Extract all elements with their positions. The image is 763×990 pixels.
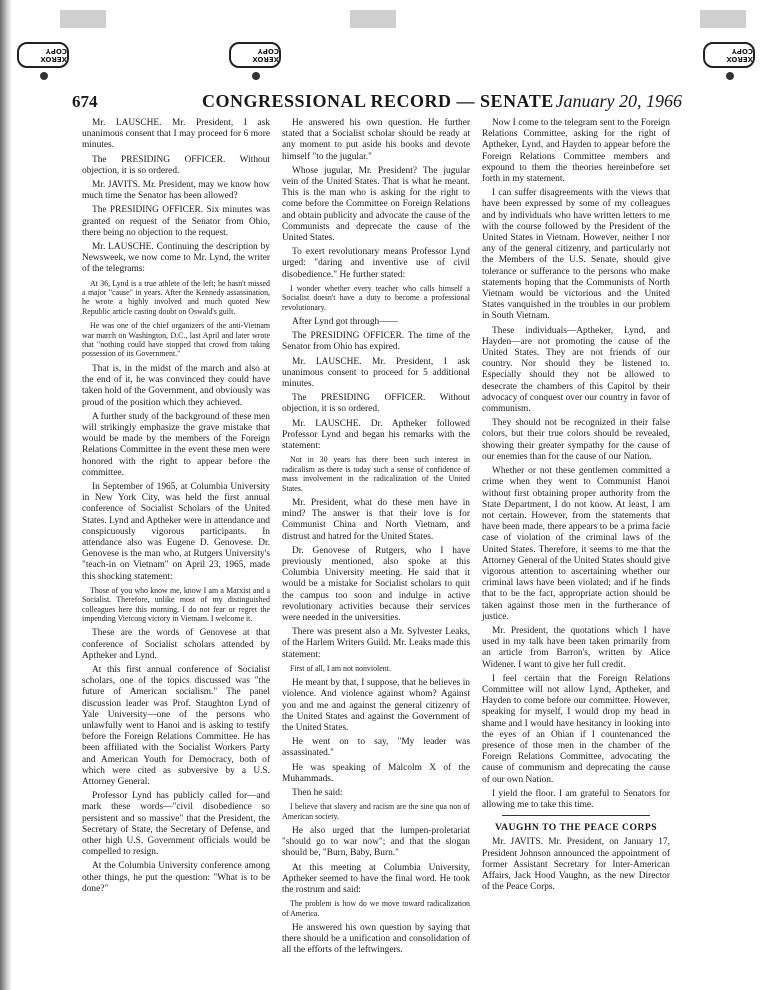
paragraph: These are the words of Genovese at that conference of Socialist scholars attended by Aptheker and Lynd. (82, 628, 270, 661)
quotation: I believe that slavery and racism are the sine qua non of American society. (282, 802, 470, 821)
paragraph: At this first annual conference of Socialist scholars, one of the topics discussed was "the future of American socialism." The panel discussion leader was Prof. Staughton Lynd of Yale University—one of the persons who unlawfully went to Hanoi and is asking to testify before the Foreign Relations Committee. He has been affiliated with the Socialist Workers Party and American Youth for Democracy, both of which were cited as subversive by a U.S. Attorney General. (82, 664, 270, 788)
paragraph: There was present also a Mr. Sylvester Leaks, of the Harlem Writers Guild. Mr. Leaks made this statement: (282, 627, 470, 660)
column-2 (282, 118, 470, 960)
paragraph: Now I come to the telegram sent to the Foreign Relations Committee, asking for the right of Aptheker, Lynd, and Hayden to appear before the Foreign Relations Committee members and expound to them the theories hereinbefore set forth in my statement. (482, 118, 670, 185)
paragraph: Mr. LAUSCHE. Dr. Aptheker followed Professor Lynd and began his remarks with the statement: (282, 418, 470, 452)
quotation: Those of you who know me, know I am a Marxist and a Socialist. Therefore, unlike most of my distinguished colleagues here this morning, I do not fear or regret the impending Vietcong victory in Vietnam. I welcome it. (82, 585, 270, 623)
section-divider (502, 815, 650, 816)
section-heading: VAUGHN TO THE PEACE CORPS (494, 822, 658, 834)
paragraph: These individuals—Aptheker, Lynd, and Hayden—are not promoting the cause of the United States. They are not friends of our country. Nor should they be listened to. Especially should they not be allowed to desecrate the chambers of this Capitol by their advocacy of conquest over our country in favor of communism. (482, 325, 670, 415)
xerox-stamp (226, 38, 284, 72)
page-date: January 20, 1966 (555, 91, 682, 111)
paragraph: He answered his own question. He further stated that a Socialist scholar should be ready at any moment to put aside his books and devote himself "to the jugular." (282, 118, 470, 162)
paragraph: Mr. LAUSCHE. Mr. President, I ask unanimous consent that I may proceed for 6 more minutes. (82, 118, 270, 151)
paragraph: The PRESIDING OFFICER. Without objection, it is so ordered. (282, 393, 470, 415)
column-3 (482, 118, 670, 896)
paragraph: Mr. JAVITS. Mr. President, on January 17, President Johnson announced the appointment of former Assistant Secretary for Inter-American Affairs, Jack Hood Vaughn, as the new Director of the Peace Corps. (482, 837, 670, 893)
paragraph: The PRESIDING OFFICER. The time of the Senator from Ohio has expired. (282, 331, 470, 353)
paragraph: Mr. JAVITS. Mr. President, may we know how much time the Senator has been allowed? (82, 180, 270, 202)
paragraph: After Lynd got through—— (292, 317, 398, 328)
paragraph: He also urged that the lumpen-proletariat "should go to war now"; and that the slogan should be, "Burn, Baby, Burn." (282, 826, 470, 859)
paragraph: I can suffer disagreements with the views that have been expressed by some of my colleagues and by individuals who have written letters to me with the course followed by the President of the United States in Vietnam. However, neither I nor any of the general citizenry, and particularly not the Members of the U.S. Senate, should give tolerance or sufferance to the persons who make statements hoping that the Communists of North Vietnam would be victorious and the United States vanquished in the troubles in our problem in South Vietnam. (482, 188, 670, 322)
paragraph: Mr. LAUSCHE. Mr. President, I ask unanimous consent to proceed for 5 additional minutes. (282, 356, 470, 390)
xerox-stamp (700, 38, 758, 72)
paragraph: A further study of the background of these men will strikingly emphasize the grave mistake that would be made by the members of the Foreign Relations Committee in the event these men were honored with the right to appear before the committee. (82, 411, 270, 478)
quotation: Not in 30 years has there been such interest in radicalism as there is today such a sense of confidence of mass involvement in the radicalization of the United States. (282, 455, 470, 493)
paragraph: Mr. LAUSCHE. Continuing the description by Newsweek, we now come to Mr. Lynd, the writer of the telegrams: (82, 242, 270, 275)
paragraph: He went on to say, "My leader was assassinated." (282, 737, 470, 759)
paragraph: Whose jugular, Mr. President? The jugular vein of the United States. That is what he meant. This is the man who is asking for the right to come before the Committee on Foreign Relations and obtain publicity and advocate the cause of the Communists and deprecate the cause of the United States. (282, 165, 470, 244)
stamp-text: XEROX COPY (252, 47, 279, 63)
paragraph: The PRESIDING OFFICER. Six minutes was granted on request of the Senator from Ohio, there being no objection to the request. (82, 205, 270, 238)
scan-mark (700, 10, 746, 28)
paragraph: That is, in the midst of the march and also at the end of it, he was convinced they could have taken hold of the Government, and obviously was proud of the position which they achieved. (82, 363, 270, 408)
paragraph: He answered his own question by saying that there should be a unification and consolidation of all the efforts of the leftwingers. (282, 923, 470, 956)
paragraph: He was speaking of Malcolm X of the Muhammads. (282, 762, 470, 784)
column-1 (82, 118, 270, 898)
paragraph: Mr. President, what do these men have in mind? The answer is that their love is for Communist China and North Vietnam, and distrust and hatred for the United States. (282, 497, 470, 542)
quotation: The problem is how do we move toward radicalization of America. (282, 899, 470, 918)
quotation: He was one of the chief organizers of the anti-Vietnam war march on Washington, D.C., last April and later wrote that "nothing could have stopped that crowd from taking possession of its Government." (82, 321, 270, 359)
xerox-stamp (14, 38, 72, 72)
paragraph: Dr. Genovese of Rutgers, who I have previously mentioned, also spoke at this Columbia University meeting. He said that it would be a mistake for Socialist scholars to quit the campus too soon and indulge in active revolutionary activities because their services were needed in the universities. (282, 545, 470, 623)
paragraph: He meant by that, I suppose, that he believes in violence. And violence against whom? Against you and me and against the general citizenry of the United States and against the Government of the United States. (282, 678, 470, 733)
stamp-text: XEROX COPY (40, 47, 67, 63)
paragraph: To exert revolutionary means Professor Lynd urged: "daring and inventive use of civil disobedience." He further stated: (282, 247, 470, 280)
paragraph: Then he said: (292, 788, 343, 798)
paragraph: Whether or not these gentlemen committed a crime when they went to Communist Hanoi without first obtaining proper authority from the State Department, I do not know. At least, I am not certain. However, from the statements that have been made, there appears to be a prima facie case of violation of the criminal laws of the United States. Therefore, it seems to me that the Attorney General of the United States should give vigorous attention to ascertaining whether our criminal laws have been violated; and if he finds that to be the fact, appropriate action should be taken against those men in the furtherance of justice. (482, 466, 670, 622)
paragraph: I yield the floor. I am grateful to Senators for allowing me to take this time. (482, 788, 670, 810)
quotation: I wonder whether every teacher who calls himself a Socialist doesn't have a duty to become a professional revolutionary. (282, 283, 470, 312)
paragraph: Professor Lynd has publicly called for—and mark these words—"civil disobedience so persistent and so massive" that the President, the Secretary of State, the Secretary of Defense, and other high U.S. Government officials would be compelled to resign. (82, 791, 270, 858)
paragraph: The PRESIDING OFFICER. Without objection, it is so ordered. (82, 154, 270, 176)
paragraph: Mr. President, the quotations which I have used in my talk have been taken primarily from an article from Barron's, written by Alice Widener. I want to give her full credit. (482, 625, 670, 670)
punch-hole (726, 72, 734, 80)
punch-hole (252, 72, 260, 80)
page-number: 674 (72, 92, 98, 111)
paragraph: In September of 1965, at Columbia University in New York City, was held the first annual conference of Socialist Scholars of the United States. Lynd and Aptheker were in attendance and conspicuously vigorous participants. In attendance also was Eugene D. Genovese. Dr. Genovese is the man who, at Rutgers University's "teach-in on Vietnam" on April 23, 1965, made this shocking statement: (82, 481, 270, 582)
paragraph: At the Columbia University conference among other things, he put the question: "What is to be done?" (82, 861, 270, 894)
scan-mark (60, 10, 106, 28)
stamp-text: XEROX COPY (726, 47, 753, 63)
quotation: First of all, I am not nonviolent. (290, 663, 391, 673)
punch-hole (40, 72, 48, 80)
page-header (72, 86, 682, 116)
paragraph: I feel certain that the Foreign Relations Committee will not allow Lynd, Aptheker, and Hayden to come before our committee. However, speaking for myself, I would drop my head in shame and I would have hesitancy in looking into the eyes of an Ohian if I countenanced the presence of those men in the chamber of the Foreign Relations Committee, advocating the cause of communism and deprecating the cause of our own Nation. (482, 673, 670, 785)
paragraph: At this meeting at Columbia University, Aptheker seemed to have the final word. He took the rostrum and said: (282, 862, 470, 896)
page-title: CONGRESSIONAL RECORD — SENATE (202, 91, 554, 111)
scan-mark (350, 10, 396, 28)
scan-edge (0, 0, 12, 990)
quotation: At 36, Lynd is a true athlete of the left; he hasn't missed a major "cause" in years. After the Kennedy assassination, he wrote a highly involved and much quoted New Republic article casting doubt on Oswald's guilt. (82, 278, 270, 316)
paragraph: They should not be recognized in their false colors, but their true colors should be revealed, showing their greater sympathy for the cause of our enemies than for the cause of our Nation. (482, 418, 670, 462)
